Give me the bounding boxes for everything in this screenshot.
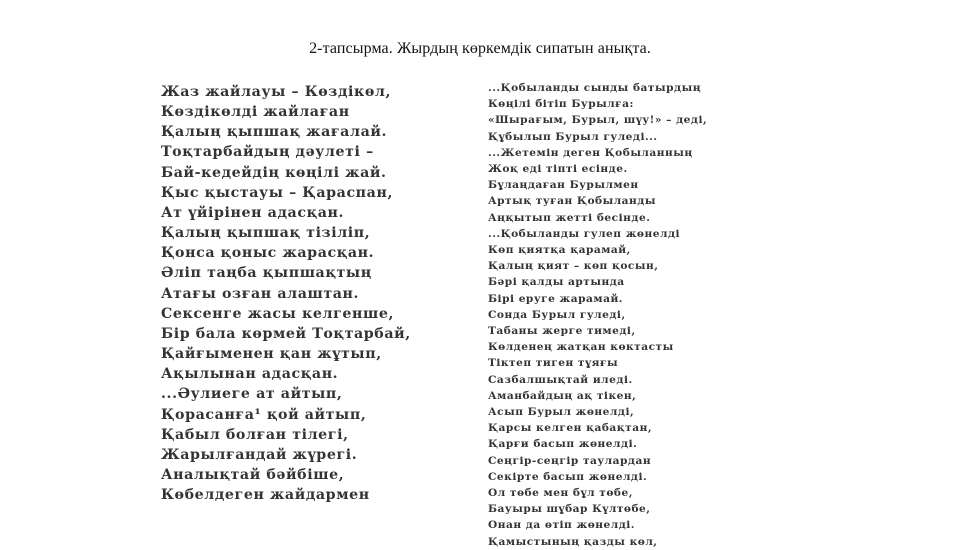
poem-line: Секірте басып жөнелді. — [488, 470, 648, 483]
poem-line: Қалың қыпшақ тізіліп, — [161, 225, 371, 242]
poem-line: Аманбайдың ақ тікен, — [488, 389, 637, 402]
poem-line: Бай-кедейдің көңілі жай. — [161, 164, 387, 181]
poem-line: Көздікөлді жайлаған — [161, 104, 350, 121]
poem-right-column — [488, 80, 707, 550]
poem-line: Ақылынан адасқан. — [161, 366, 339, 383]
poem-line: Аңқытып жетті бесінде. — [488, 211, 651, 224]
poem-line: Жарылғандай жүрегі. — [161, 446, 358, 463]
poem-line: Қамыстының қазды көл, — [488, 535, 658, 548]
poem-line: Тіктеп тиген тұяғы — [488, 357, 619, 370]
poem-line-cut: Көбелдеген жайдармен — [161, 487, 370, 504]
poem-line: ...Әулиеге ат айтып, — [161, 386, 343, 403]
poem-line: Сексенге жасы келгенше, — [161, 305, 394, 322]
poem-line: Қорасанға¹ қой айтып, — [161, 406, 367, 423]
poem-line: Бәрі қалды артында — [488, 276, 625, 289]
poem-line: Қалың қыпшақ жағалай. — [161, 124, 388, 141]
poem-line: Тоқтарбайдың дәулеті – — [161, 144, 374, 161]
task-title: 2-тапсырма. Жырдың көркемдік сипатын анықта. — [309, 40, 651, 57]
poem-line: Көлденең жатқан көктасты — [488, 341, 674, 354]
poem-line: Бір бала көрмей Тоқтарбай, — [161, 325, 411, 342]
poem-line: Қонса қоныс жарасқан. — [161, 245, 375, 262]
poem-line: Бірі еруге жарамай. — [488, 292, 623, 305]
poem-line: Асып Бурыл жөнелді, — [488, 406, 635, 419]
poem-line: Бауыры шұбар Күлтөбе, — [488, 503, 651, 516]
poem-line: Қыс қыстауы – Қараспан, — [161, 184, 393, 201]
poem-line: Ат үйірінен адасқан. — [161, 204, 345, 221]
poem-line: Қарғи басып жөнелді. — [488, 438, 638, 451]
poem-line: Жаз жайлауы – Көздікөл, — [161, 84, 392, 100]
poem-line: Бұлаңдаған Бурылмен — [488, 179, 639, 192]
poem-line: Қабыл болған тілегі, — [161, 426, 349, 443]
poem-line: Қайғыменен қан жұтып, — [161, 346, 382, 363]
poem-line: Аналықтай бәйбіше, — [161, 466, 345, 483]
poem-line: Артық туған Қобыланды — [488, 195, 656, 208]
poem-line: ...Қобыланды сынды батырдың — [488, 82, 702, 94]
poem-line: Сонда Бурыл гуледі, — [488, 308, 626, 321]
poem-line: Көп қиятқа қарамай, — [488, 244, 631, 257]
poem-line: Онан да өтіп жөнелді. — [488, 519, 635, 532]
poem-line: Көңілі бітіп Бурылға: — [488, 98, 634, 111]
poem-line: ...Жетемін деген Қобыланның — [488, 146, 693, 159]
poem-line: Сеңгір-сеңгір таулардан — [488, 454, 652, 467]
poem-line: Жоқ еді тіпті есінде. — [488, 163, 628, 176]
poem-line: Табаны жерге тимеді, — [488, 325, 636, 338]
poem-line: Ол төбе мен бұл төбе, — [488, 487, 633, 500]
poem-line: Атағы озған алаштан. — [161, 285, 360, 302]
poem-line: ...Қобыланды гулеп жөнелді — [488, 227, 681, 240]
poem-line: Құбылып Бурыл гуледі... — [488, 130, 658, 143]
poem-line: Сазбалшықтай иледі. — [488, 373, 633, 386]
poem-line: «Шырағым, Бурыл, шүу!» – деді, — [488, 114, 708, 127]
poem-line: Қарсы келген қабақтан, — [488, 422, 653, 435]
poem-line: Әліп таңба қыпшақтың — [161, 265, 372, 282]
poem-line: Қалың қият – көп қосын, — [488, 260, 659, 273]
poem-left-column — [161, 82, 411, 504]
